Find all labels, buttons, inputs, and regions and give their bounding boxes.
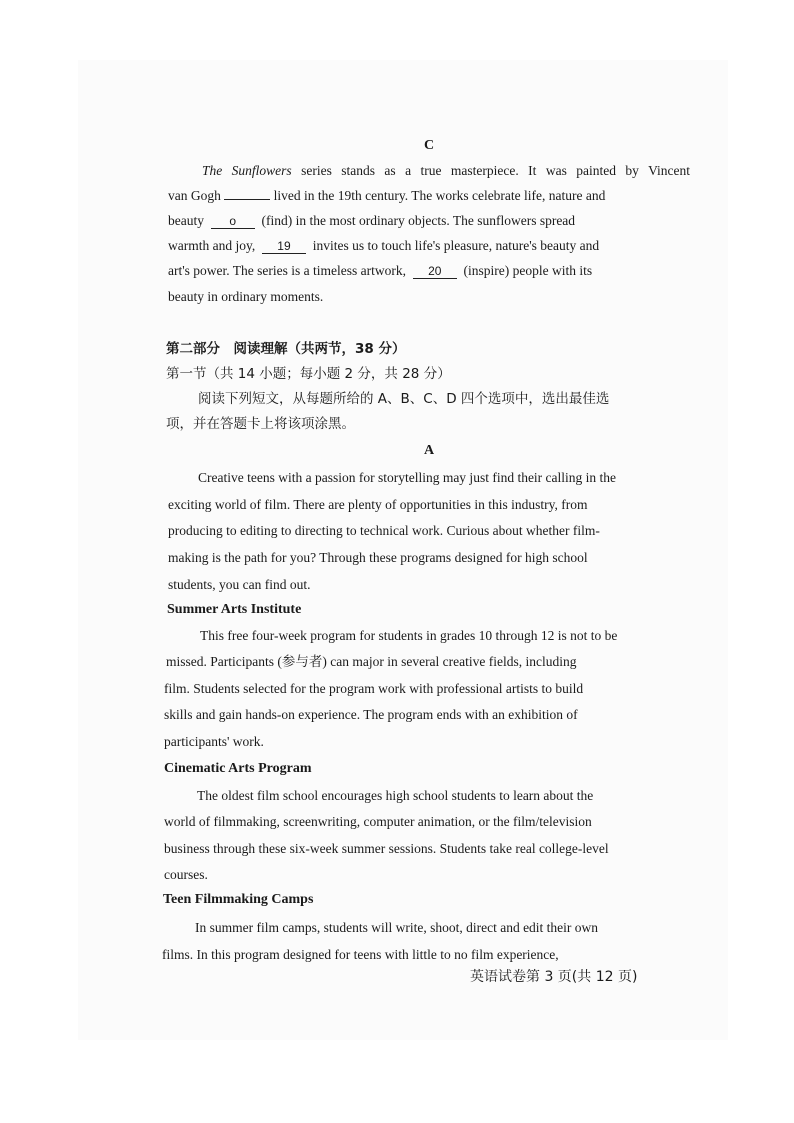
a-p2-line: This free four-week program for students in grades 10 through 12 is not to be	[200, 628, 618, 643]
a-p4-line: In summer film camps, students will write, shoot, direct and edit their own	[195, 920, 599, 935]
a-p2-line: participants' work.	[164, 734, 264, 749]
c-line-5b: (inspire) people with its	[463, 263, 593, 278]
c-line-3a: beauty	[168, 213, 204, 228]
blank-20: 20	[413, 264, 457, 279]
part2-instr-2: 项，并在答题卡上将该项涂黑。	[166, 416, 355, 432]
c-line-3	[168, 211, 690, 231]
blank-18: o	[211, 214, 255, 229]
c-line-5	[168, 261, 690, 281]
a-p4-line: films. In this program designed for teens with little to no film experience,	[162, 947, 559, 962]
c-line-4b: invites us to touch life's pleasure, nature's beauty and	[312, 238, 600, 253]
c-line-4	[168, 236, 690, 256]
c-line-2a: van Gogh	[168, 188, 221, 203]
c-line-5a: art's power. The series is a timeless artwork,	[168, 263, 406, 278]
a-p2-line: skills and gain hands-on experience. The program ends with an exhibition of	[164, 707, 578, 722]
blank-19: 19	[262, 239, 306, 254]
part2-title: 第二部分 阅读理解（共两节，38 分）	[166, 341, 406, 357]
blank-17	[224, 199, 270, 200]
a-p1-line: exciting world of film. There are plenty of opportunities in this industry, from	[168, 497, 588, 512]
page-footer: 英语试卷第 3 页(共 12 页)	[470, 969, 638, 985]
heading-cinematic-arts: Cinematic Arts Program	[164, 761, 312, 776]
a-p1-line: Creative teens with a passion for storytelling may just find their calling in the	[198, 470, 617, 485]
a-p1-line: making is the path for you? Through these programs designed for high school	[168, 550, 588, 565]
c-line-2	[168, 186, 690, 206]
c-title-italic: The Sunflowers	[202, 163, 292, 178]
c-line-4a: warmth and joy,	[168, 238, 256, 253]
a-p3-line: business through these six-week summer sessions. Students take real college-level	[164, 841, 609, 856]
passage-a-letter: A	[423, 443, 435, 458]
c-line-2b: lived in the 19th century. The works celebrate life, nature and	[273, 188, 606, 203]
part2-section1: 第一节（共 14 小题；每小题 2 分，共 28 分）	[166, 366, 451, 382]
a-p2-line: missed. Participants (参与者) can major in several creative fields, including	[166, 654, 577, 669]
a-p3-line: The oldest film school encourages high school students to learn about the	[197, 788, 594, 803]
a-p3-line: world of filmmaking, screenwriting, computer animation, or the film/television	[164, 814, 592, 829]
a-p1-line: producing to editing to directing to technical work. Curious about whether film-	[168, 523, 600, 538]
part2-instr-1: 阅读下列短文，从每题所给的 A、B、C、D 四个选项中，选出最佳选	[198, 391, 610, 407]
heading-summer-arts: Summer Arts Institute	[167, 602, 302, 617]
c-line-3b: (find) in the most ordinary objects. The sunflowers spread	[261, 213, 576, 228]
c-line-1-text: series stands as a true masterpiece. It was painted by Vincent	[291, 163, 690, 178]
c-line-6: beauty in ordinary moments.	[168, 289, 324, 304]
c-line-1	[202, 161, 690, 181]
a-p3-line: courses.	[164, 867, 208, 882]
heading-teen-filmmaking: Teen Filmmaking Camps	[163, 892, 314, 907]
section-c-letter: C	[423, 138, 435, 153]
a-p2-line: film. Students selected for the program work with professional artists to build	[164, 681, 584, 696]
a-p1-line: students, you can find out.	[168, 577, 311, 592]
